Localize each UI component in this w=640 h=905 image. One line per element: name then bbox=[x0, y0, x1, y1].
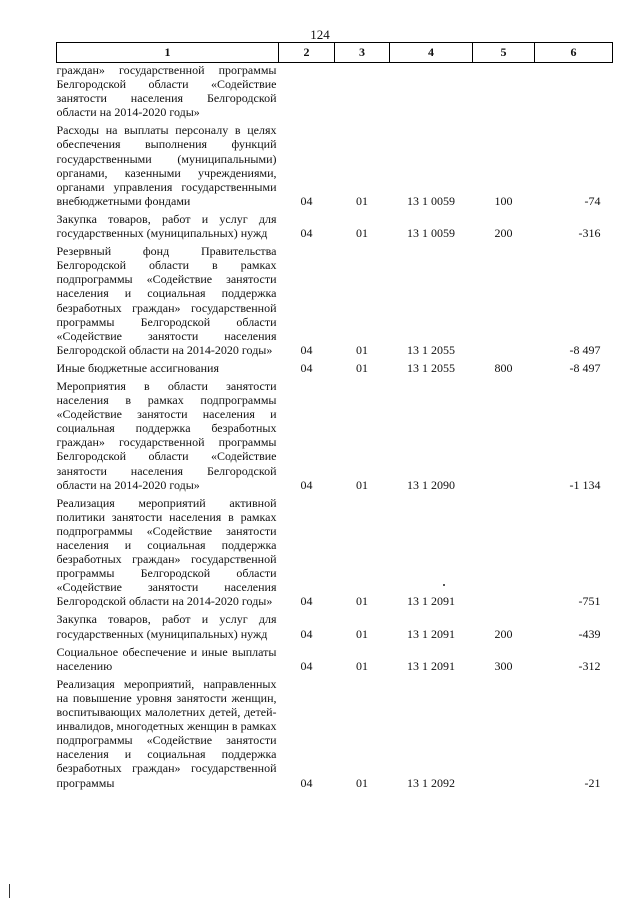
margin-mark bbox=[9, 884, 10, 898]
page-number: 124 bbox=[310, 27, 330, 42]
row-description: Иные бюджетные ассигнования bbox=[56, 360, 219, 375]
row-amount: -8 497 bbox=[569, 360, 601, 375]
row-expense-type bbox=[473, 379, 535, 492]
scan-speck bbox=[443, 584, 445, 586]
header-col-6: 6 bbox=[535, 43, 613, 63]
row-amount: -751 bbox=[578, 594, 601, 609]
row-section-code: 04 bbox=[300, 342, 313, 357]
row-section-code: 04 bbox=[300, 594, 313, 609]
table-row bbox=[57, 612, 613, 640]
table-row bbox=[57, 677, 613, 790]
header-col-4: 4 bbox=[390, 43, 473, 63]
row-target-article: 13 1 2055 bbox=[407, 342, 455, 357]
row-target-article: 13 1 2091 bbox=[407, 658, 455, 673]
row-subsection-code: 01 bbox=[356, 360, 368, 375]
row-target-article: 13 1 2055 bbox=[407, 360, 455, 375]
row-amount: -8 497 bbox=[569, 342, 601, 357]
row-target-article: 13 1 0059 bbox=[407, 193, 455, 208]
row-amount: -312 bbox=[578, 658, 601, 673]
row-description: Закупка товаров, работ и услуг для государственных (муниципальных) нужд bbox=[56, 612, 277, 641]
row-section-code: 04 bbox=[300, 193, 313, 208]
table-row bbox=[57, 645, 613, 673]
row-expense-type bbox=[473, 63, 535, 120]
row-target-article: 13 1 2091 bbox=[407, 594, 455, 609]
row-description: Мероприятия в области занятости населения в рамках подпрограммы «Содействие занятости населения и социальная поддержка безработных граждан» государственной программы Белгородской области «Содействие занятости населения Белгородской области на 2014-2020 годы» bbox=[56, 378, 277, 492]
row-subsection-code: 01 bbox=[356, 775, 368, 790]
row-expense-type bbox=[473, 244, 535, 357]
row-description: Резервный фонд Правительства Белгородской области в рамках подпрограммы «Содействие занятости населения и социальная поддержка безработных граждан» государственной программы Белгородской области «Содействие занятости населения Белгородской области на 2014-2020 годы» bbox=[56, 244, 277, 357]
header-col-5: 5 bbox=[473, 43, 535, 63]
row-subsection-code: 01 bbox=[356, 626, 368, 641]
header-col-1: 1 bbox=[57, 43, 279, 63]
row-section-code: 04 bbox=[300, 626, 313, 641]
row-expense-type bbox=[473, 677, 535, 790]
table-row bbox=[57, 361, 613, 375]
header-row bbox=[57, 43, 613, 63]
row-subsection-code: 01 bbox=[356, 342, 368, 357]
row-section-code: 04 bbox=[300, 775, 313, 790]
row-section-code bbox=[279, 63, 335, 120]
row-target-article bbox=[390, 63, 473, 120]
row-expense-type: 800 bbox=[494, 360, 513, 375]
row-amount: -21 bbox=[584, 775, 601, 790]
budget-table bbox=[56, 42, 613, 790]
row-amount: -74 bbox=[584, 193, 601, 208]
table-row bbox=[57, 496, 613, 609]
row-description: Социальное обеспечение и иные выплаты населению bbox=[56, 644, 277, 673]
row-expense-type: 100 bbox=[494, 193, 513, 208]
row-expense-type: 200 bbox=[494, 626, 513, 641]
row-amount bbox=[535, 63, 613, 120]
row-amount: -439 bbox=[578, 626, 601, 641]
header-col-2: 2 bbox=[279, 43, 335, 63]
row-subsection-code: 01 bbox=[356, 658, 368, 673]
row-subsection-code: 01 bbox=[356, 594, 368, 609]
row-expense-type: 300 bbox=[494, 658, 513, 673]
table-row bbox=[57, 244, 613, 357]
row-amount: -1 134 bbox=[569, 477, 601, 492]
row-expense-type: 200 bbox=[494, 226, 513, 241]
row-target-article: 13 1 0059 bbox=[407, 226, 455, 241]
row-description: Закупка товаров, работ и услуг для государственных (муниципальных) нужд bbox=[56, 211, 277, 241]
row-target-article: 13 1 2090 bbox=[407, 477, 455, 492]
table-row bbox=[57, 63, 613, 120]
row-description: Реализация мероприятий, направленных на повышение уровня занятости женщин, воспитывающих малолетних детей, детей-инвалидов, многодетных женщин в рамках подпрограммы «Содействие занятости населения и социальная поддержка безработных граждан» государственной программы bbox=[56, 676, 277, 790]
row-description: Реализация мероприятий активной политики занятости населения в рамках подпрограммы «Содействие занятости населения и социальная поддержка безработных граждан» государственной программы Белгородской области «Содействие занятости населения Белгородской области на 2014-2020 годы» bbox=[56, 495, 277, 609]
row-description: граждан» государственной программы Белгородской области «Содействие занятости населения Белгородской области на 2014-2020 годы» bbox=[56, 63, 277, 120]
table-row bbox=[57, 123, 613, 208]
row-section-code: 04 bbox=[300, 477, 313, 492]
row-target-article: 13 1 2091 bbox=[407, 626, 455, 641]
table-row bbox=[57, 212, 613, 240]
row-subsection-code: 01 bbox=[356, 226, 368, 241]
row-expense-type bbox=[473, 496, 535, 609]
table-body bbox=[57, 63, 613, 790]
table-row bbox=[57, 379, 613, 492]
row-amount: -316 bbox=[578, 226, 601, 241]
row-section-code: 04 bbox=[300, 360, 313, 375]
row-subsection-code bbox=[335, 63, 390, 120]
row-section-code: 04 bbox=[300, 658, 313, 673]
row-section-code: 04 bbox=[300, 226, 313, 241]
row-target-article: 13 1 2092 bbox=[407, 775, 455, 790]
header-col-3: 3 bbox=[335, 43, 390, 63]
table-header bbox=[57, 43, 613, 63]
row-description: Расходы на выплаты персоналу в целях обеспечения выполнения функций государственными (муниципальными) органами, казенными учреждениями, органами управления государственными внебюджетными фондами bbox=[56, 123, 277, 208]
row-subsection-code: 01 bbox=[356, 477, 368, 492]
row-subsection-code: 01 bbox=[356, 193, 368, 208]
